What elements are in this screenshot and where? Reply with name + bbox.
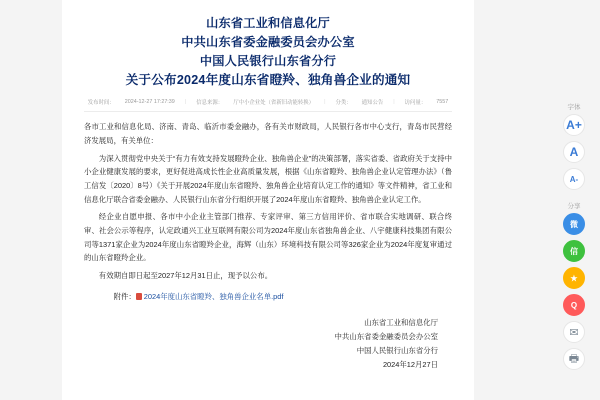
font-size-large-button[interactable]: A+ [563, 114, 585, 136]
share-qq-icon[interactable]: Q [563, 294, 585, 316]
document-signoff [84, 316, 452, 372]
body-paragraph-1: 各市工业和信息化局、济南、青岛、临沂市委金融办，各有关市财政局，人民银行各市中心支行，青岛市民营经济发展局，有关单位： [84, 122, 452, 145]
pdf-file-icon [136, 293, 142, 300]
meta-divider-3: | [393, 99, 395, 106]
side-toolbar [548, 96, 600, 373]
comment-icon[interactable]: ✉ [563, 321, 585, 343]
body-paragraph-3: 经企业自愿申报、各市中小企业主管部门推荐、专家评审、第三方信用评价、省市联合实地调研、联合终审、社会公示等程序，认定政通兴工业互联网有限公司为2024年度山东省独角兽企业、八宇健康科技集团有限公司等1371家企业为2024年度山东省瞪羚企业，海辉（山东）环境科技有限公司等326家企业为2024年度复审通过的山东省瞪羚企业。 [84, 212, 452, 263]
print-icon[interactable]: 🖶 [563, 348, 585, 370]
font-group-label: 字体 [567, 104, 581, 111]
title-line-2: 中共山东省委金融委员会办公室 [181, 34, 355, 49]
document-meta [84, 98, 452, 106]
page-title: 关于公布2024年度山东省瞪羚、独角兽企业的通知 [125, 72, 411, 87]
publish-time-label: 发布时间： [87, 100, 115, 107]
document-title-block [84, 14, 452, 90]
header-divider [84, 111, 452, 112]
meta-divider-2: | [324, 99, 326, 106]
body-paragraph-2: 为深入贯彻党中央关于“有力有效支持发展瞪羚企业、独角兽企业”的决策部署，落实省委、省政府关于支持中小企业健康发展的要求，更好促进高成长性企业高质量发展，根据《山东省瞪羚、独角兽企业认定管理办法》（鲁工信发〔2020〕8号）《关于开展2024年度山东省瞪羚、独角兽企业培育认定工作的通知》等文件精神，省工业和信息化厅联合省委金融办、人民银行山东省分行组织开展了2024年度山东省瞪羚、独角兽企业认定工作。 [84, 153, 452, 204]
font-size-normal-button[interactable]: A [563, 141, 585, 163]
source-label: 信息来源： [196, 100, 224, 107]
body-paragraph-4: 有效期自即日起至2027年12月31日止，现予以公布。 [98, 271, 273, 281]
attachment-link[interactable]: 2024年度山东省瞪羚、独角兽企业名单.pdf [143, 291, 284, 301]
signoff-line-3: 中国人民银行山东省分行 [356, 345, 438, 355]
font-size-small-button[interactable]: A- [563, 168, 585, 190]
attachment-label: 附件： [113, 291, 136, 301]
views-value: 7557 [436, 99, 449, 106]
signoff-line-1: 山东省工业和信息化厅 [364, 317, 438, 327]
signoff-date: 2024年12月27日 [382, 359, 438, 369]
views-label: 访问量： [404, 100, 427, 107]
share-weibo-icon[interactable]: 微 [563, 213, 585, 235]
attachment-row [84, 291, 452, 302]
source-value: 厅中小企业处（省新旧动能转换） [233, 100, 315, 107]
signoff-line-2: 中共山东省委金融委员会办公室 [334, 331, 438, 341]
document-body [84, 120, 452, 283]
classification-value: 通知公告 [361, 100, 384, 107]
share-group-label: 分享 [567, 203, 581, 210]
meta-divider-1: | [184, 99, 187, 106]
title-line-1: 山东省工业和信息化厅 [206, 16, 330, 30]
document-sheet [62, 0, 474, 400]
share-favorite-icon[interactable]: ★ [563, 267, 585, 289]
title-line-3: 中国人民银行山东省分行 [199, 53, 337, 68]
share-wechat-icon[interactable]: 信 [563, 240, 585, 262]
publish-time-value: 2024-12-27 17:27:39 [124, 99, 175, 106]
classification-label: 分类： [335, 100, 352, 107]
